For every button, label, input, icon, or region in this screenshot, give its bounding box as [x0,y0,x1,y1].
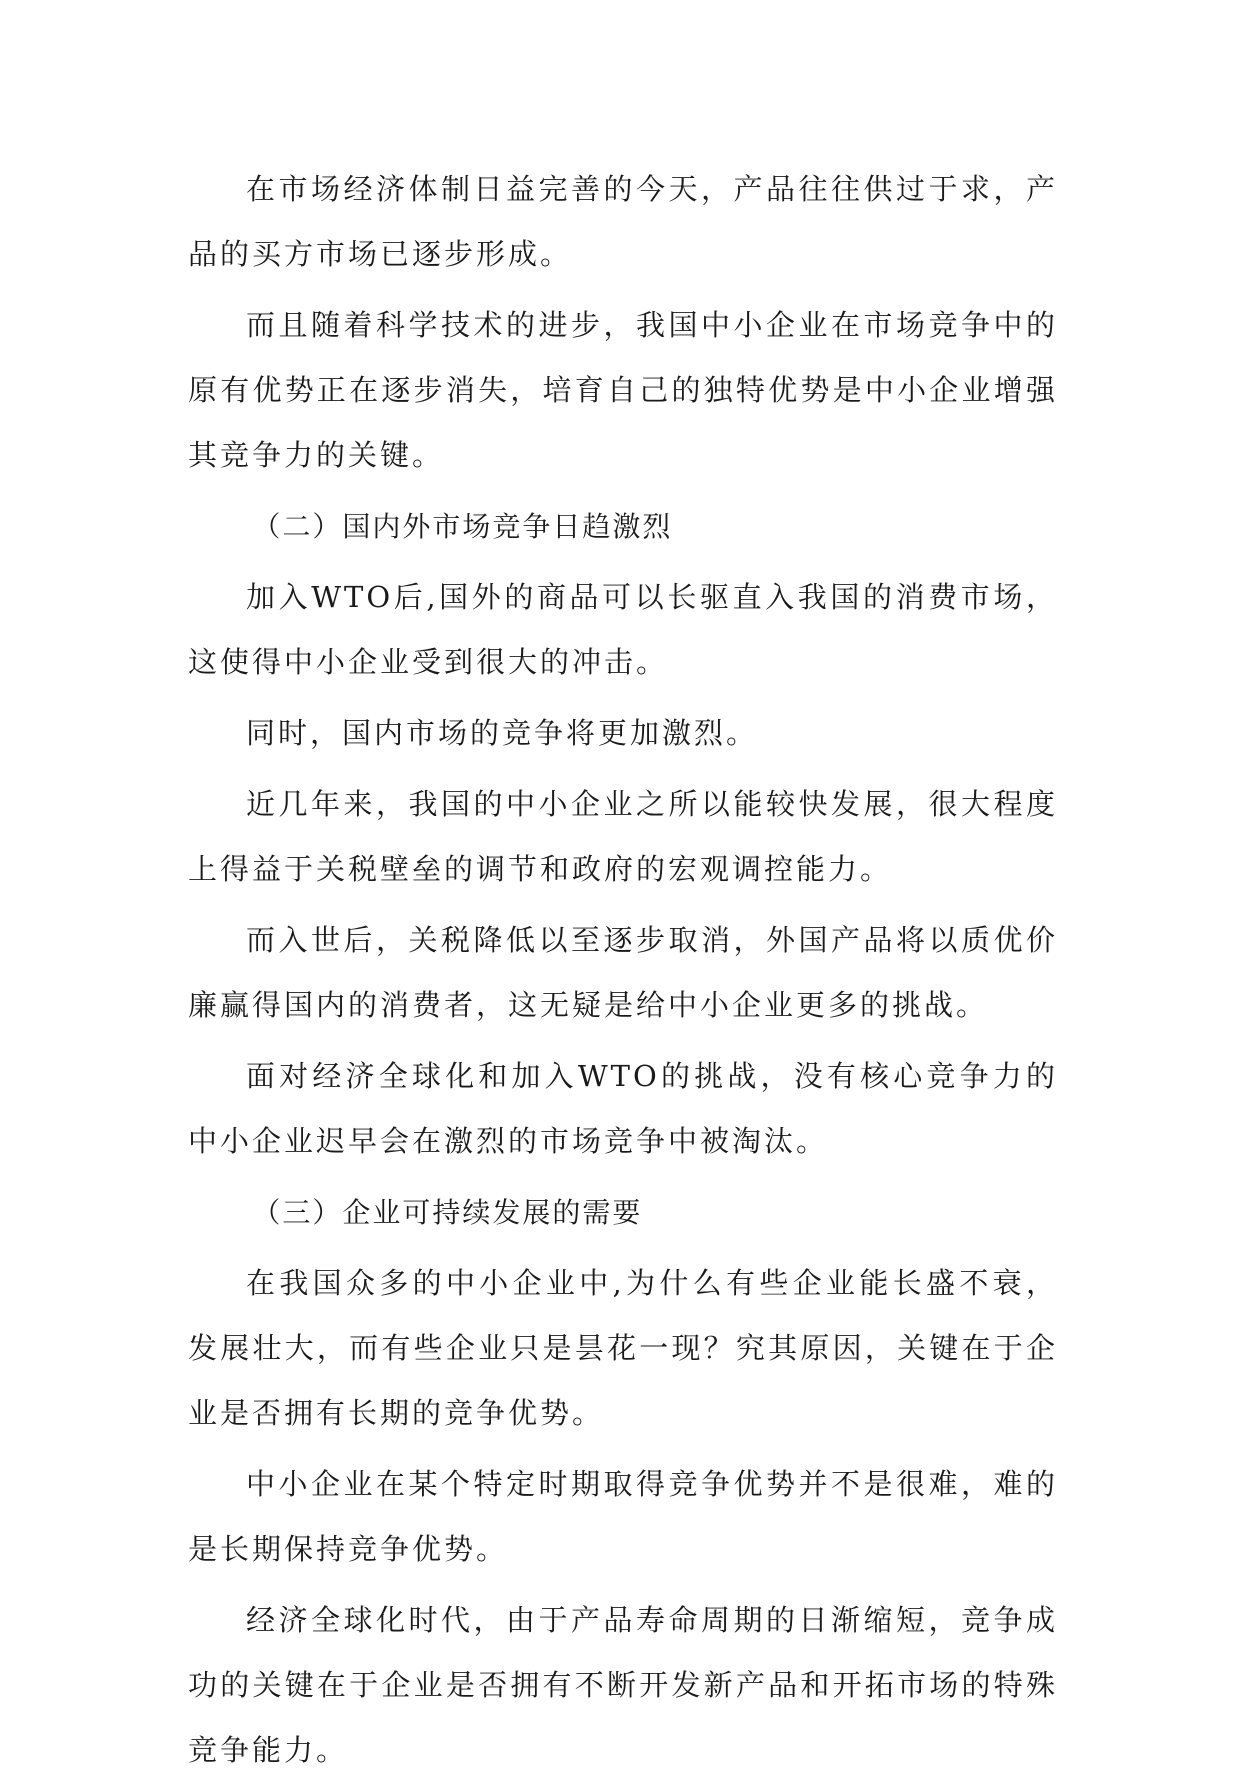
section-heading-2: （二）国内外市场竞争日趋激烈 [252,510,673,543]
paragraph-6: 而入世后，关税降低以至逐步取消，外国产品将以质优价廉赢得国内的消费者，这无疑是给中小企业更多的挑战。 [188,923,1058,1022]
paragraph-5: 近几年来，我国的中小企业之所以能较快发展，很大程度上得益于关税壁垒的调节和政府的宏观调控能力。 [188,787,1058,886]
paragraph-1: 在市场经济体制日益完善的今天，产品往往供过于求，产品的买方市场已逐步形成。 [188,172,1058,271]
document-body [188,157,1058,1789]
paragraph-10: 经济全球化时代，由于产品寿命周期的日渐缩短，竞争成功的关键在于企业是否拥有不断开发新产品和开拓市场的特殊竞争能力。 [188,1603,1058,1767]
paragraph-4: 同时，国内市场的竞争将更加激烈。 [246,716,759,750]
paragraph-7: 面对经济全球化和加入WTO的挑战，没有核心竞争力的中小企业迟早会在激烈的市场竞争中被淘汰。 [188,1059,1058,1158]
paragraph-2: 而且随着科学技术的进步，我国中小企业在市场竞争中的原有优势正在逐步消失，培育自己的独特优势是中小企业增强其竞争力的关键。 [188,308,1058,472]
paragraph-9: 中小企业在某个特定时期取得竞争优势并不是很难，难的是长期保持竞争优势。 [188,1467,1058,1566]
section-heading-3: （三）企业可持续发展的需要 [252,1196,643,1229]
paragraph-3: 加入WTO后,国外的商品可以长驱直入我国的消费市场，这使得中小企业受到很大的冲击。 [188,580,1058,679]
paragraph-8: 在我国众多的中小企业中,为什么有些企业能长盛不衰，发展壮大，而有些企业只是昙花一现？究其原因，关键在于企业是否拥有长期的竞争优势。 [188,1266,1058,1430]
